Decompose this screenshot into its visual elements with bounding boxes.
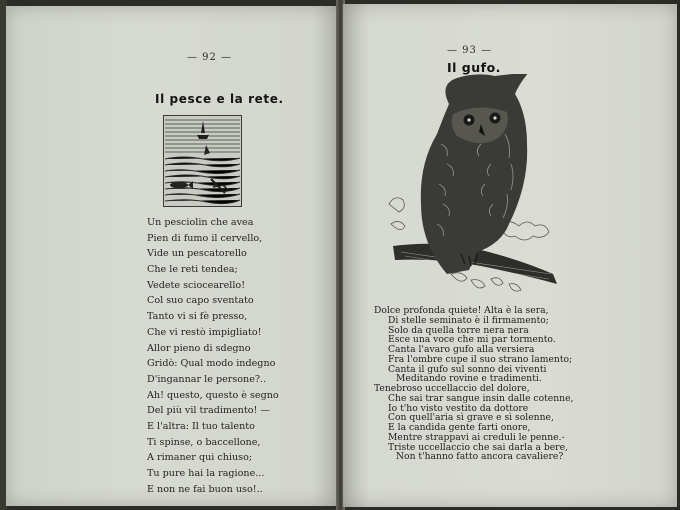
poem-line: Canta il gufo sul sonno dei viventi — [388, 363, 547, 375]
page-number-right: — 93 — — [447, 45, 493, 56]
poem-line: Vedete sciocearello! — [147, 279, 246, 291]
poem-line: Ti spinse, o baccellone, — [147, 436, 261, 448]
poem-line: Canta l'avaro gufo alla versiera — [388, 344, 535, 355]
poem-line: Meditando rovine e tradimenti. — [396, 373, 542, 385]
owl-illustration — [381, 74, 561, 306]
poem-line: Tu pure hai la ragione... — [147, 468, 265, 479]
poem-line: Con quell'aria sì grave e sì solenne, — [388, 412, 554, 424]
poem-line: Esce una voce che mi par tormento. — [388, 334, 556, 346]
poem-line: Col suo capo sventato — [147, 295, 254, 307]
poem-line: E la candida gente farti onore, — [388, 422, 531, 433]
poem-line: Che vi restò impigliato! — [147, 326, 262, 338]
poem-line: Gridò: Qual modo indegno — [147, 358, 276, 370]
poem-line: A rimaner qui chiuso; — [147, 452, 253, 464]
poem-line: Che le reti tendea; — [147, 264, 238, 276]
poem-line: Solo da quella torre nera nera — [388, 324, 529, 336]
poem-line: Un pesciolin che avea — [147, 217, 254, 228]
poem-line: Pien di fumo il cervello, — [147, 232, 263, 244]
poem-line: Triste uccellaccio che sai darla a bere, — [388, 441, 568, 453]
poem-line: Mentre strappavi ai creduli le penne.- — [388, 431, 565, 443]
poem-line: Tenebroso uccellaccio del dolore, — [374, 383, 530, 394]
poem-line: E non ne fai buon uso!.. — [147, 483, 263, 495]
left-page — [6, 6, 338, 506]
poem-line: E l'altra: Il tuo talento — [147, 420, 255, 432]
poem-title-right: Il gufo. — [447, 60, 501, 75]
poem-title-left: Il pesce e la rete. — [155, 92, 284, 106]
page-number-left: — 92 — — [187, 52, 233, 63]
poem-line: Io t'ho visto vestito da dottore — [388, 402, 529, 414]
poem-line: Che sai trar sangue insin dalle cotenne, — [388, 392, 574, 404]
poem-line: D'ingannar le persone?.. — [147, 373, 267, 385]
fish-net-illustration — [163, 115, 242, 207]
poem-line: Dolce profonda quiete! Alta è la sera, — [374, 305, 549, 316]
poem-line: Allor pieno di sdegno — [147, 342, 251, 354]
poem-line: Del più vil tradimento! — — [147, 405, 270, 417]
poem-line: Ah! questo, questo è segno — [147, 389, 279, 401]
poem-text-left — [147, 215, 279, 497]
poem-line: Di stelle seminato è il firmamento; — [388, 314, 549, 326]
poem-line: Tanto vi si fè presso, — [147, 311, 248, 323]
right-page — [343, 4, 677, 507]
poem-line: Vide un pescatorello — [147, 248, 247, 260]
poem-line: Non t'hanno fatto ancora cavaliere? — [396, 451, 564, 463]
poem-text-right — [374, 306, 573, 462]
poem-line: Fra l'ombre cupe il suo strano lamento; — [388, 353, 573, 365]
